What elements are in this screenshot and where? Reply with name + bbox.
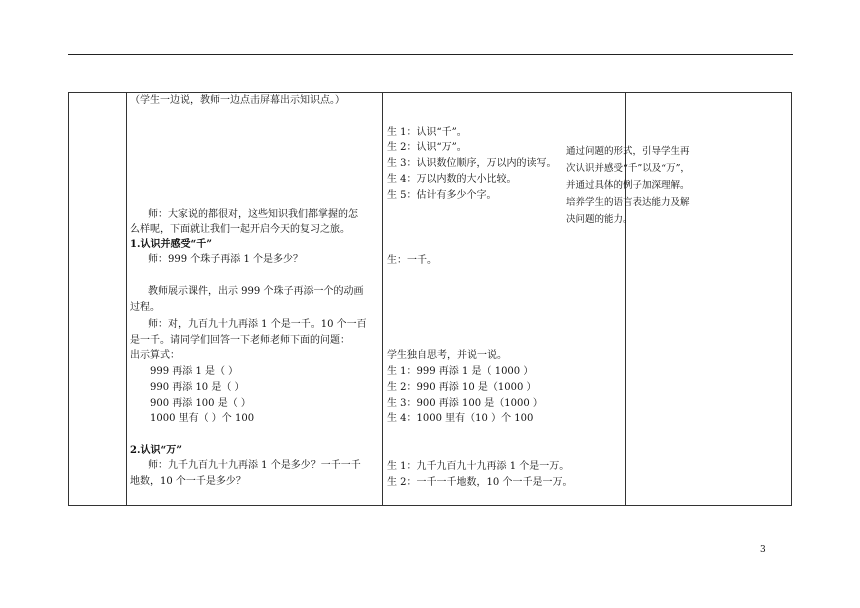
formula-line: 1000 里有（ ）个 100 xyxy=(150,413,255,424)
student-answer: 生 4：1000 里有（10 ）个 100 xyxy=(387,413,534,424)
intro-note: （学生一边说，教师一边点击屏幕出示知识点。） xyxy=(130,95,345,106)
formula-label: 出示算式： xyxy=(130,350,180,361)
confirm-line: 是一千。请同学们回答一下老师老师下面的问题： xyxy=(130,335,350,346)
header-rule xyxy=(68,54,793,55)
confirm-line: 师：对，九百九十九再添 1 个是一千。10 个一百 xyxy=(148,319,367,330)
student-think: 学生独自思考，并说一说。 xyxy=(387,350,507,361)
student-line: 生 1：认识“千”。 xyxy=(387,127,467,138)
page-number: 3 xyxy=(760,545,766,555)
column-divider-1 xyxy=(126,93,127,505)
question-line: 地数，10 个一千是多少？ xyxy=(130,476,246,487)
formula-line: 900 再添 100 是（ ） xyxy=(150,398,251,409)
student-answer: 生：一千。 xyxy=(387,255,437,266)
question-line: 师：九千九百九十九再添 1 个是多少？一千一千 xyxy=(148,460,361,471)
student-answer: 生 3：900 再添 100 是（1000 ） xyxy=(387,398,543,409)
formula-line: 999 再添 1 是（ ） xyxy=(150,366,239,377)
student-line: 生 4：万以内数的大小比较。 xyxy=(387,174,517,185)
teacher-line: 么样呢，下面就让我们一起开启今天的复习之旅。 xyxy=(130,224,350,235)
student-answer: 生 1：999 再添 1 是（ 1000 ） xyxy=(387,366,534,377)
student-line: 生 3：认识数位顺序，万以内的读写。 xyxy=(387,158,557,169)
student-line: 生 2：认识“万”。 xyxy=(387,142,467,153)
formula-line: 990 再添 10 是（ ） xyxy=(150,382,245,393)
student-line: 生 5：估计有多少个字。 xyxy=(387,190,497,201)
section-title: 1.认识并感受“千” xyxy=(130,239,212,250)
student-answer: 生 2：990 再添 10 是（1000 ） xyxy=(387,382,537,393)
column-divider-2 xyxy=(382,93,383,505)
student-answer: 生 1：九千九百九十九再添 1 个是一万。 xyxy=(387,461,570,472)
demo-line: 教师展示课件，出示 999 个珠子再添一个的动画 xyxy=(148,286,364,297)
design-intent-note: 通过问题的形式，引导学生再次认识并感受“千”以及“万”，并通过具体的例子加深理解。培养学生的语言表达能力及解决问题的能力。 xyxy=(566,146,690,225)
section-title: 2.认识“万” xyxy=(130,445,182,456)
student-answer: 生 2：一千一千地数，10 个一千是一万。 xyxy=(387,477,573,488)
teacher-line: 师：大家说的都很对，这些知识我们都掌握的怎 xyxy=(148,209,358,220)
question-line: 师：999 个珠子再添 1 个是多少？ xyxy=(148,254,303,265)
demo-line: 过程。 xyxy=(130,302,160,313)
